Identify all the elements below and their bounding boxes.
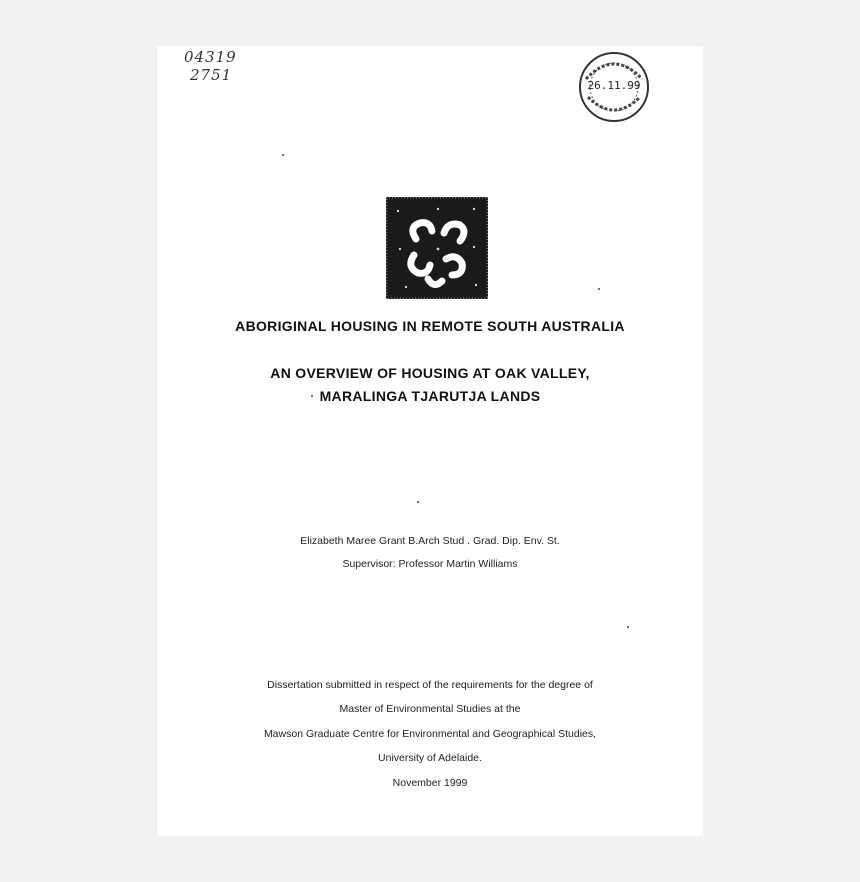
submission-line-2: Master of Environmental Studies at the [339, 703, 521, 715]
document-page [157, 46, 703, 836]
supervisor-line: Supervisor: Professor Martin Williams [342, 558, 518, 570]
aboriginal-art-logo-icon [386, 197, 488, 299]
scan-speck [311, 395, 313, 397]
scan-speck [627, 626, 629, 628]
scan-speck [417, 501, 419, 503]
logo-emblem [386, 197, 488, 299]
stamp-date: 26.11.99 [587, 79, 641, 92]
document-title: ABORIGINAL HOUSING IN REMOTE SOUTH AUSTRALIA [235, 318, 625, 334]
scan-speck [598, 288, 600, 290]
submission-line-3: Mawson Graduate Centre for Environmental and Geographical Studies, [263, 728, 597, 740]
handwritten-note-1: 04319 [184, 48, 237, 66]
submission-line-4: University of Adelaide. [378, 752, 482, 764]
submission-line-5: November 1999 [392, 777, 468, 789]
submission-line-1: Dissertation submitted in respect of the requirements for the degree of [267, 679, 593, 691]
library-stamp [576, 49, 652, 125]
subtitle-line-1: AN OVERVIEW OF HOUSING AT OAK VALLEY, [270, 365, 590, 381]
author-line: Elizabeth Maree Grant B.Arch Stud . Grad. Dip. Env. St. [300, 535, 560, 547]
scan-speck [282, 154, 284, 156]
handwritten-note-2: 2751 [190, 66, 233, 84]
subtitle-line-2: MARALINGA TJARUTJA LANDS [319, 388, 541, 404]
